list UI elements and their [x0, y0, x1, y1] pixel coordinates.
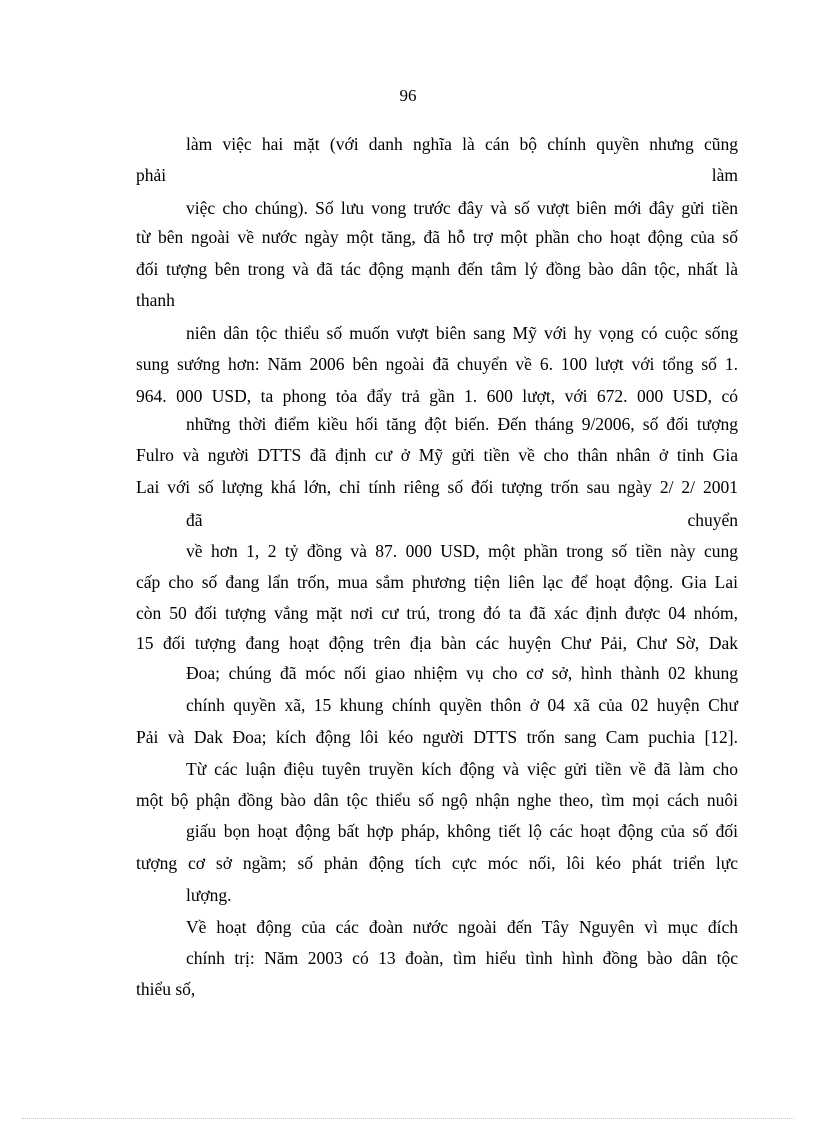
text-line — [186, 509, 738, 531]
text-line: Từ các luận điệu tuyên truyền kích động và việc gửi tiền về đã làm cho — [186, 759, 738, 779]
text-line: một bộ phận đồng bào dân tộc thiểu số ngộ nhận nghe theo, tìm mọi cách nuôi — [136, 790, 738, 810]
text-word: chuyển — [687, 510, 738, 530]
footer-divider — [22, 1118, 794, 1119]
text-word: đã — [186, 510, 203, 530]
text-line: giấu bọn hoạt động bất hợp pháp, không tiết lộ các hoạt động của số đối — [186, 821, 738, 841]
text-line: Đoa; chúng đã móc nối giao nhiệm vụ cho cơ sở, hình thành 02 khung — [186, 663, 738, 683]
text-line: Pải và Dak Đoa; kích động lôi kéo người DTTS trốn sang Cam puchia [12]. — [136, 727, 738, 747]
text-line: đối tượng bên trong và đã tác động mạnh đến tâm lý đồng bào dân tộc, nhất là — [136, 259, 738, 279]
text-line: chính trị: Năm 2003 có 13 đoàn, tìm hiểu tình hình đồng bào dân tộc — [186, 948, 738, 968]
text-line: Về hoạt động của các đoàn nước ngoài đến Tây Nguyên vì mục đích — [186, 917, 738, 937]
text-line: Lai với số lượng khá lớn, chỉ tính riêng số đối tượng trốn sau ngày 2/ 2/ 2001 — [136, 477, 738, 497]
text-word: phải — [136, 165, 167, 185]
text-word: làm — [711, 165, 738, 185]
text-line: việc cho chúng). Số lưu vong trước đây và số vượt biên mới đây gửi tiền — [186, 198, 738, 218]
text-line: Fulro và người DTTS đã định cư ở Mỹ gửi tiền về cho thân nhân ở tỉnh Gia — [136, 445, 738, 465]
text-line: về hơn 1, 2 tỷ đồng và 87. 000 USD, một phần trong số tiền này cung — [186, 541, 738, 561]
text-line — [136, 164, 738, 186]
text-line: thiểu số, — [136, 979, 196, 999]
text-line: tượng cơ sở ngầm; số phản động tích cực móc nối, lôi kéo phát triển lực — [136, 853, 738, 873]
text-line: cấp cho số đang lẩn trốn, mua sắm phương tiện liên lạc để hoạt động. Gia Lai — [136, 572, 738, 592]
text-line: từ bên ngoài về nước ngày một tăng, đã hỗ trợ một phần cho hoạt động của số — [136, 227, 738, 247]
text-line: những thời điểm kiều hối tăng đột biến. Đến tháng 9/2006, số đối tượng — [186, 414, 738, 434]
text-line: làm việc hai mặt (với danh nghĩa là cán bộ chính quyền nhưng cũng — [186, 134, 738, 154]
text-line: niên dân tộc thiểu số muốn vượt biên sang Mỹ với hy vọng có cuộc sống — [186, 323, 738, 343]
text-line: thanh — [136, 290, 175, 310]
text-line: sung sướng hơn: Năm 2006 bên ngoài đã chuyển về 6. 100 lượt với tổng số 1. — [136, 354, 738, 374]
text-line: còn 50 đối tượng vắng mặt nơi cư trú, trong đó ta đã xác định được 04 nhóm, — [136, 603, 738, 623]
text-line: 15 đối tượng đang hoạt động trên địa bàn các huyện Chư Pải, Chư Sờ, Dak — [136, 633, 738, 653]
text-line: lượng. — [186, 885, 232, 905]
page-number: 96 — [399, 86, 417, 105]
text-line: chính quyền xã, 15 khung chính quyền thôn ở 04 xã của 02 huyện Chư — [186, 695, 738, 715]
text-line: 964. 000 USD, ta phong tỏa đẩy trả gần 1. 600 lượt, với 672. 000 USD, có — [136, 386, 738, 406]
